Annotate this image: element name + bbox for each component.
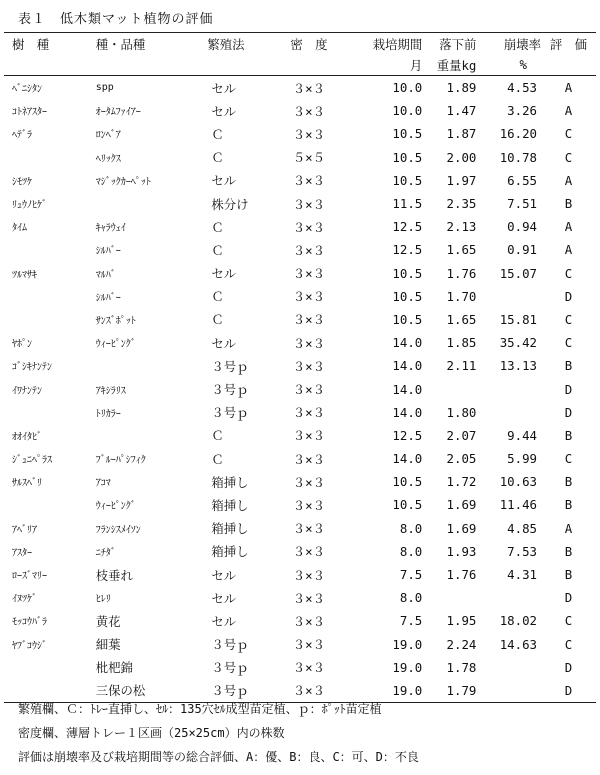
table-row bbox=[4, 99, 596, 122]
cell-period: 10.5 bbox=[392, 474, 423, 490]
cell-density: ３×３ bbox=[292, 660, 326, 676]
cell-grade: A bbox=[564, 219, 573, 235]
cell-density: ３×３ bbox=[292, 312, 326, 328]
cell-weight: 1.89 bbox=[446, 80, 477, 96]
cell-genus bbox=[4, 493, 90, 516]
cell-genus: ｺﾞｼｷﾅﾝﾃﾝ bbox=[12, 362, 52, 374]
cell-variety bbox=[90, 424, 208, 447]
cell-density: ３×３ bbox=[292, 335, 326, 351]
cell-method: Ｃ bbox=[211, 289, 224, 305]
cell-variety: ﾌﾗﾝｼｽﾒｲｿﾝ bbox=[95, 524, 141, 536]
cell-density: ３×３ bbox=[292, 544, 326, 560]
cell-variety: 細葉 bbox=[95, 637, 121, 653]
cell-variety: 三保の松 bbox=[90, 679, 208, 703]
cell-grade: A bbox=[564, 80, 573, 96]
cell-period: 14.0 bbox=[392, 451, 423, 467]
cell-variety: ﾏﾙﾊﾞ bbox=[95, 269, 116, 281]
cell-rate: 11.46 bbox=[499, 497, 537, 513]
cell-rate: 7.53 bbox=[507, 543, 537, 559]
cell-variety: ｳｨｰﾋﾟﾝｸﾞ bbox=[95, 339, 136, 351]
cell-period: 8.0 bbox=[399, 543, 423, 559]
cell-method: セル bbox=[211, 335, 237, 351]
cell-weight: 1.47 bbox=[446, 103, 477, 119]
cell-weight: 1.69 bbox=[446, 497, 477, 513]
header-method: 繁殖法 bbox=[207, 33, 277, 55]
cell-period: 10.5 bbox=[392, 126, 423, 142]
cell-genus: ｲﾇﾂｹﾞ bbox=[12, 594, 37, 606]
table-row bbox=[4, 354, 596, 377]
cell-genus: ﾂﾙﾏｻｷ bbox=[12, 269, 37, 281]
cell-genus: ﾀｲﾑ bbox=[12, 223, 27, 235]
cell-density: ３×３ bbox=[292, 613, 326, 629]
cell-rate: 16.20 bbox=[499, 126, 537, 142]
cell-method: セル bbox=[211, 80, 237, 96]
cell-genus: ﾓｯｺｳﾊﾞﾗ bbox=[12, 617, 47, 629]
table-row bbox=[4, 169, 596, 192]
cell-method: Ｃ bbox=[211, 428, 224, 444]
cell-rate bbox=[476, 377, 541, 400]
cell-genus: ｼﾞｭﾆﾍﾟﾗｽ bbox=[12, 455, 52, 467]
cell-grade: B bbox=[564, 543, 573, 559]
cell-method: ３号ｐ bbox=[211, 405, 249, 421]
cell-grade: C bbox=[564, 636, 573, 652]
cell-period: 12.5 bbox=[392, 427, 423, 443]
cell-density: ３×３ bbox=[292, 637, 326, 653]
cell-weight: 1.79 bbox=[422, 679, 476, 703]
cell-density: ３×３ bbox=[292, 196, 326, 212]
cell-grade: B bbox=[564, 497, 573, 513]
cell-variety: ﾌﾞﾙｰﾊﾟｼﾌｨｸ bbox=[95, 455, 146, 467]
cell-method: Ｃ bbox=[211, 126, 224, 142]
cell-rate: 6.55 bbox=[507, 172, 537, 188]
cell-variety bbox=[90, 192, 208, 215]
cell-rate: 7.51 bbox=[507, 196, 537, 212]
cell-method: セル bbox=[211, 567, 237, 583]
cell-weight: 1.78 bbox=[446, 659, 477, 675]
cell-period: 10.0 bbox=[392, 80, 423, 96]
cell-density: ３×３ bbox=[292, 474, 326, 490]
cell-weight: 2.00 bbox=[446, 149, 477, 165]
cell-period: 12.5 bbox=[392, 242, 423, 258]
table-row bbox=[4, 308, 596, 331]
cell-variety bbox=[90, 354, 208, 377]
cell-period: 10.5 bbox=[392, 172, 423, 188]
table-row bbox=[4, 146, 596, 169]
header-period-unit: 月 bbox=[340, 54, 422, 76]
table-row bbox=[4, 540, 596, 563]
cell-weight: 2.35 bbox=[446, 196, 477, 212]
table-row bbox=[4, 215, 596, 238]
cell-period: 14.0 bbox=[392, 335, 423, 351]
cell-density: ３×３ bbox=[292, 428, 326, 444]
cell-variety: spp bbox=[95, 82, 114, 94]
header-rate: 崩壊率 bbox=[476, 33, 541, 55]
evaluation-table bbox=[4, 32, 596, 703]
header-variety: 種・品種 bbox=[90, 33, 208, 55]
cell-variety: ﾛﾝﾍﾞｱ bbox=[95, 130, 121, 142]
cell-period: 11.5 bbox=[392, 196, 423, 212]
cell-grade: B bbox=[564, 196, 573, 212]
cell-genus bbox=[4, 656, 90, 679]
cell-rate: 10.63 bbox=[499, 474, 537, 490]
cell-grade: D bbox=[541, 679, 596, 703]
cell-weight: 1.85 bbox=[446, 335, 477, 351]
header-weight-unit: 重量kg bbox=[422, 54, 476, 76]
cell-method: Ｃ bbox=[211, 219, 224, 235]
cell-grade: D bbox=[564, 381, 573, 397]
cell-period: 7.5 bbox=[399, 567, 423, 583]
cell-period: 8.0 bbox=[399, 590, 423, 606]
cell-rate: 18.02 bbox=[499, 613, 537, 629]
table-row bbox=[4, 76, 596, 100]
cell-period: 10.5 bbox=[392, 149, 423, 165]
cell-method: セル bbox=[211, 613, 237, 629]
cell-grade: D bbox=[564, 659, 573, 675]
note-density: 密度欄、薄層トレー１区画（25×25cm）内の株数 bbox=[18, 726, 285, 740]
cell-rate: 4.31 bbox=[507, 567, 537, 583]
table-row bbox=[4, 493, 596, 516]
table-row bbox=[4, 122, 596, 145]
cell-weight: 1.65 bbox=[446, 242, 477, 258]
cell-period: 19.0 bbox=[392, 636, 423, 652]
cell-grade: A bbox=[564, 520, 573, 536]
cell-density: ３×３ bbox=[292, 80, 326, 96]
cell-variety: ｱｺﾏ bbox=[95, 478, 111, 490]
table-row bbox=[4, 633, 596, 656]
cell-grade: C bbox=[564, 311, 573, 327]
cell-weight bbox=[422, 586, 476, 609]
cell-genus bbox=[4, 146, 90, 169]
cell-period: 14.0 bbox=[392, 358, 423, 374]
cell-grade: B bbox=[564, 358, 573, 374]
cell-grade: C bbox=[564, 126, 573, 142]
cell-rate: 4.85 bbox=[507, 520, 537, 536]
cell-rate bbox=[476, 401, 541, 424]
cell-variety: ﾋﾚﾘ bbox=[95, 594, 111, 606]
cell-genus bbox=[4, 308, 90, 331]
cell-grade: B bbox=[564, 474, 573, 490]
cell-method: セル bbox=[211, 173, 237, 189]
cell-period: 19.0 bbox=[392, 659, 423, 675]
cell-density: ３×３ bbox=[292, 103, 326, 119]
cell-method: ３号ｐ bbox=[211, 358, 249, 374]
cell-period: 10.5 bbox=[392, 265, 423, 281]
cell-density: ３×３ bbox=[292, 567, 326, 583]
cell-method: Ｃ bbox=[211, 242, 224, 258]
cell-method: 箱挿し bbox=[211, 521, 249, 537]
cell-genus: ﾔﾎﾟﾝ bbox=[12, 339, 32, 351]
table-row bbox=[4, 285, 596, 308]
cell-weight: 2.13 bbox=[446, 219, 477, 235]
cell-rate: 15.81 bbox=[499, 311, 537, 327]
cell-period: 10.0 bbox=[392, 103, 423, 119]
cell-rate: 10.78 bbox=[499, 149, 537, 165]
cell-rate: 0.94 bbox=[507, 219, 537, 235]
cell-method: Ｃ bbox=[211, 451, 224, 467]
header-period: 栽培期間 bbox=[340, 33, 422, 55]
cell-period: 12.5 bbox=[392, 219, 423, 235]
table-row bbox=[4, 470, 596, 493]
cell-weight bbox=[422, 377, 476, 400]
cell-grade: A bbox=[564, 242, 573, 258]
cell-density: ３×３ bbox=[292, 219, 326, 235]
cell-method: セル bbox=[211, 266, 237, 282]
cell-genus: ｼﾓﾂｹ bbox=[12, 176, 32, 188]
cell-period: 7.5 bbox=[399, 613, 423, 629]
cell-weight: 2.11 bbox=[446, 358, 477, 374]
cell-rate bbox=[476, 586, 541, 609]
cell-variety: ﾄﾘｶﾗｰ bbox=[95, 408, 121, 420]
cell-period: 14.0 bbox=[392, 381, 423, 397]
table-row bbox=[4, 238, 596, 261]
cell-rate bbox=[476, 656, 541, 679]
table-row bbox=[4, 609, 596, 632]
cell-method: 箱挿し bbox=[211, 474, 249, 490]
cell-rate: 13.13 bbox=[499, 358, 537, 374]
cell-density: ３×３ bbox=[292, 358, 326, 374]
table-row bbox=[4, 401, 596, 424]
note-method: 繁殖欄、Ｃ：ﾄﾚｰ直挿し、ｾﾙ：135穴ｾﾙ成型苗定植、ｐ：ﾎﾟｯﾄ苗定植 bbox=[18, 702, 382, 716]
cell-grade: B bbox=[564, 427, 573, 443]
table-row bbox=[4, 377, 596, 400]
header-genus: 樹 種 bbox=[4, 33, 90, 55]
cell-genus bbox=[4, 401, 90, 424]
cell-density: ３×３ bbox=[292, 521, 326, 537]
cell-weight: 2.05 bbox=[446, 451, 477, 467]
cell-variety: 枝垂れ bbox=[95, 567, 133, 583]
cell-density: ３×３ bbox=[292, 382, 326, 398]
cell-variety: ｱｷｼﾗﾘｽ bbox=[95, 385, 126, 397]
table-row bbox=[4, 517, 596, 540]
cell-weight: 1.76 bbox=[446, 265, 477, 281]
cell-rate: 4.53 bbox=[507, 80, 537, 96]
cell-variety: 枇杷錦 bbox=[95, 660, 133, 676]
cell-genus: ｵｵｲﾀﾋﾞ bbox=[12, 431, 42, 443]
header-units-row bbox=[4, 54, 596, 76]
table-row bbox=[4, 192, 596, 215]
cell-variety: ｵｰﾀﾑﾌｧｲｱｰ bbox=[95, 107, 141, 119]
cell-grade: D bbox=[564, 590, 573, 606]
cell-rate bbox=[476, 285, 541, 308]
cell-genus: ｱﾍﾞﾘｱ bbox=[12, 524, 37, 536]
cell-density: ５×５ bbox=[292, 150, 326, 166]
cell-variety: ｻﾝｽﾞﾎﾟｯﾄ bbox=[95, 315, 136, 327]
cell-weight: 2.07 bbox=[446, 427, 477, 443]
cell-rate: 9.44 bbox=[507, 427, 537, 443]
cell-weight: 1.87 bbox=[446, 126, 477, 142]
cell-weight: 1.65 bbox=[446, 311, 477, 327]
cell-period: 8.0 bbox=[399, 520, 423, 536]
table-body bbox=[4, 76, 596, 703]
cell-period: 14.0 bbox=[392, 404, 423, 420]
cell-genus bbox=[4, 285, 90, 308]
header-density: 密 度 bbox=[278, 33, 341, 55]
header-weight: 落下前 bbox=[422, 33, 476, 55]
cell-rate: 5.99 bbox=[507, 451, 537, 467]
table-row bbox=[4, 331, 596, 354]
table-row bbox=[4, 563, 596, 586]
cell-rate: 3.26 bbox=[507, 103, 537, 119]
cell-method: 箱挿し bbox=[211, 497, 249, 513]
cell-grade: D bbox=[564, 288, 573, 304]
cell-variety: ｼﾙﾊﾞｰ bbox=[95, 292, 121, 304]
cell-weight: 1.70 bbox=[446, 288, 477, 304]
cell-density: ３×３ bbox=[292, 590, 326, 606]
cell-weight: 1.95 bbox=[446, 613, 477, 629]
cell-method: ３号ｐ bbox=[211, 637, 249, 653]
cell-grade: D bbox=[564, 404, 573, 420]
cell-genus: ﾘｭｳﾉﾋｹﾞ bbox=[12, 200, 47, 212]
table-row bbox=[4, 586, 596, 609]
cell-weight: 1.93 bbox=[446, 543, 477, 559]
header-rate-unit: % bbox=[476, 54, 541, 76]
cell-variety: ﾆﾁﾀﾞ bbox=[95, 547, 116, 559]
cell-density: ３×３ bbox=[292, 126, 326, 142]
cell-grade: C bbox=[564, 265, 573, 281]
cell-weight: 1.80 bbox=[446, 404, 477, 420]
cell-rate: 35.42 bbox=[499, 335, 537, 351]
cell-density: ３×３ bbox=[292, 289, 326, 305]
cell-period: 10.5 bbox=[392, 288, 423, 304]
cell-genus: ｱｽﾀｰ bbox=[12, 547, 32, 559]
cell-rate bbox=[476, 679, 541, 703]
cell-weight: 1.69 bbox=[446, 520, 477, 536]
cell-method: ３号ｐ bbox=[211, 382, 249, 398]
cell-genus: ｲﾜﾅﾝﾃﾝ bbox=[12, 385, 42, 397]
cell-variety: ﾏｼﾞｯｸｶｰﾍﾟｯﾄ bbox=[95, 176, 151, 188]
cell-method: セル bbox=[211, 103, 237, 119]
cell-genus: ﾍﾞﾆｼﾀﾝ bbox=[12, 84, 42, 96]
table-row bbox=[4, 424, 596, 447]
cell-genus: ﾔﾌﾞｺｳｼﾞ bbox=[12, 640, 47, 652]
cell-genus: ﾍﾃﾞﾗ bbox=[12, 130, 32, 142]
cell-variety: ﾍﾘｯｸｽ bbox=[95, 153, 121, 165]
notes bbox=[18, 697, 419, 769]
cell-period: 19.0 bbox=[340, 679, 422, 703]
table-row bbox=[4, 447, 596, 470]
header-row bbox=[4, 33, 596, 55]
cell-grade: C bbox=[564, 335, 573, 351]
cell-rate: 0.91 bbox=[507, 242, 537, 258]
cell-period: 10.5 bbox=[392, 311, 423, 327]
cell-density: ３×３ bbox=[292, 405, 326, 421]
cell-density: ３×３ bbox=[292, 266, 326, 282]
cell-density: ３×３ bbox=[292, 451, 326, 467]
cell-genus bbox=[4, 238, 90, 261]
cell-grade: C bbox=[564, 613, 573, 629]
note-grade: 評価は崩壊率及び栽培期間等の総合評価、A：優、B：良、C：可、D：不良 bbox=[18, 750, 419, 764]
cell-grade: B bbox=[564, 567, 573, 583]
cell-variety: ｳｨｰﾋﾟﾝｸﾞ bbox=[95, 501, 136, 513]
cell-grade: C bbox=[564, 451, 573, 467]
cell-genus: ﾛｰｽﾞﾏﾘｰ bbox=[12, 571, 47, 583]
cell-density: ３×３ bbox=[292, 497, 326, 513]
cell-method: セル bbox=[211, 590, 237, 606]
cell-grade: A bbox=[564, 103, 573, 119]
cell-weight: 1.76 bbox=[446, 567, 477, 583]
header-grade: 評 価 bbox=[541, 33, 596, 55]
cell-genus: ｻﾙｽﾍﾞﾘ bbox=[12, 478, 42, 490]
cell-method: ３号ｐ bbox=[211, 660, 249, 676]
cell-variety: ｷｬﾗｳｪｲ bbox=[95, 223, 126, 235]
cell-grade: A bbox=[564, 172, 573, 188]
table-row bbox=[4, 656, 596, 679]
cell-weight: 1.97 bbox=[446, 172, 477, 188]
cell-method: ３号ｐ bbox=[207, 679, 277, 703]
cell-method: Ｃ bbox=[211, 150, 224, 166]
cell-rate: 15.07 bbox=[499, 265, 537, 281]
cell-genus: ｺﾄﾈｱｽﾀｰ bbox=[12, 107, 47, 119]
cell-method: 箱挿し bbox=[211, 544, 249, 560]
cell-density: ３×３ bbox=[292, 173, 326, 189]
cell-method: 株分け bbox=[211, 196, 249, 212]
cell-variety: ｼﾙﾊﾞｰ bbox=[95, 246, 121, 258]
cell-rate: 14.63 bbox=[499, 636, 537, 652]
cell-method: Ｃ bbox=[211, 312, 224, 328]
cell-density: ３×３ bbox=[292, 242, 326, 258]
cell-variety: 黄花 bbox=[95, 613, 121, 629]
cell-density: ３×３ bbox=[278, 679, 341, 703]
cell-weight: 1.72 bbox=[446, 474, 477, 490]
cell-grade: C bbox=[564, 149, 573, 165]
table-row bbox=[4, 262, 596, 285]
table-title: 表１ 低木類マット植物の評価 bbox=[18, 12, 214, 27]
cell-period: 10.5 bbox=[392, 497, 423, 513]
cell-weight: 2.24 bbox=[446, 636, 477, 652]
